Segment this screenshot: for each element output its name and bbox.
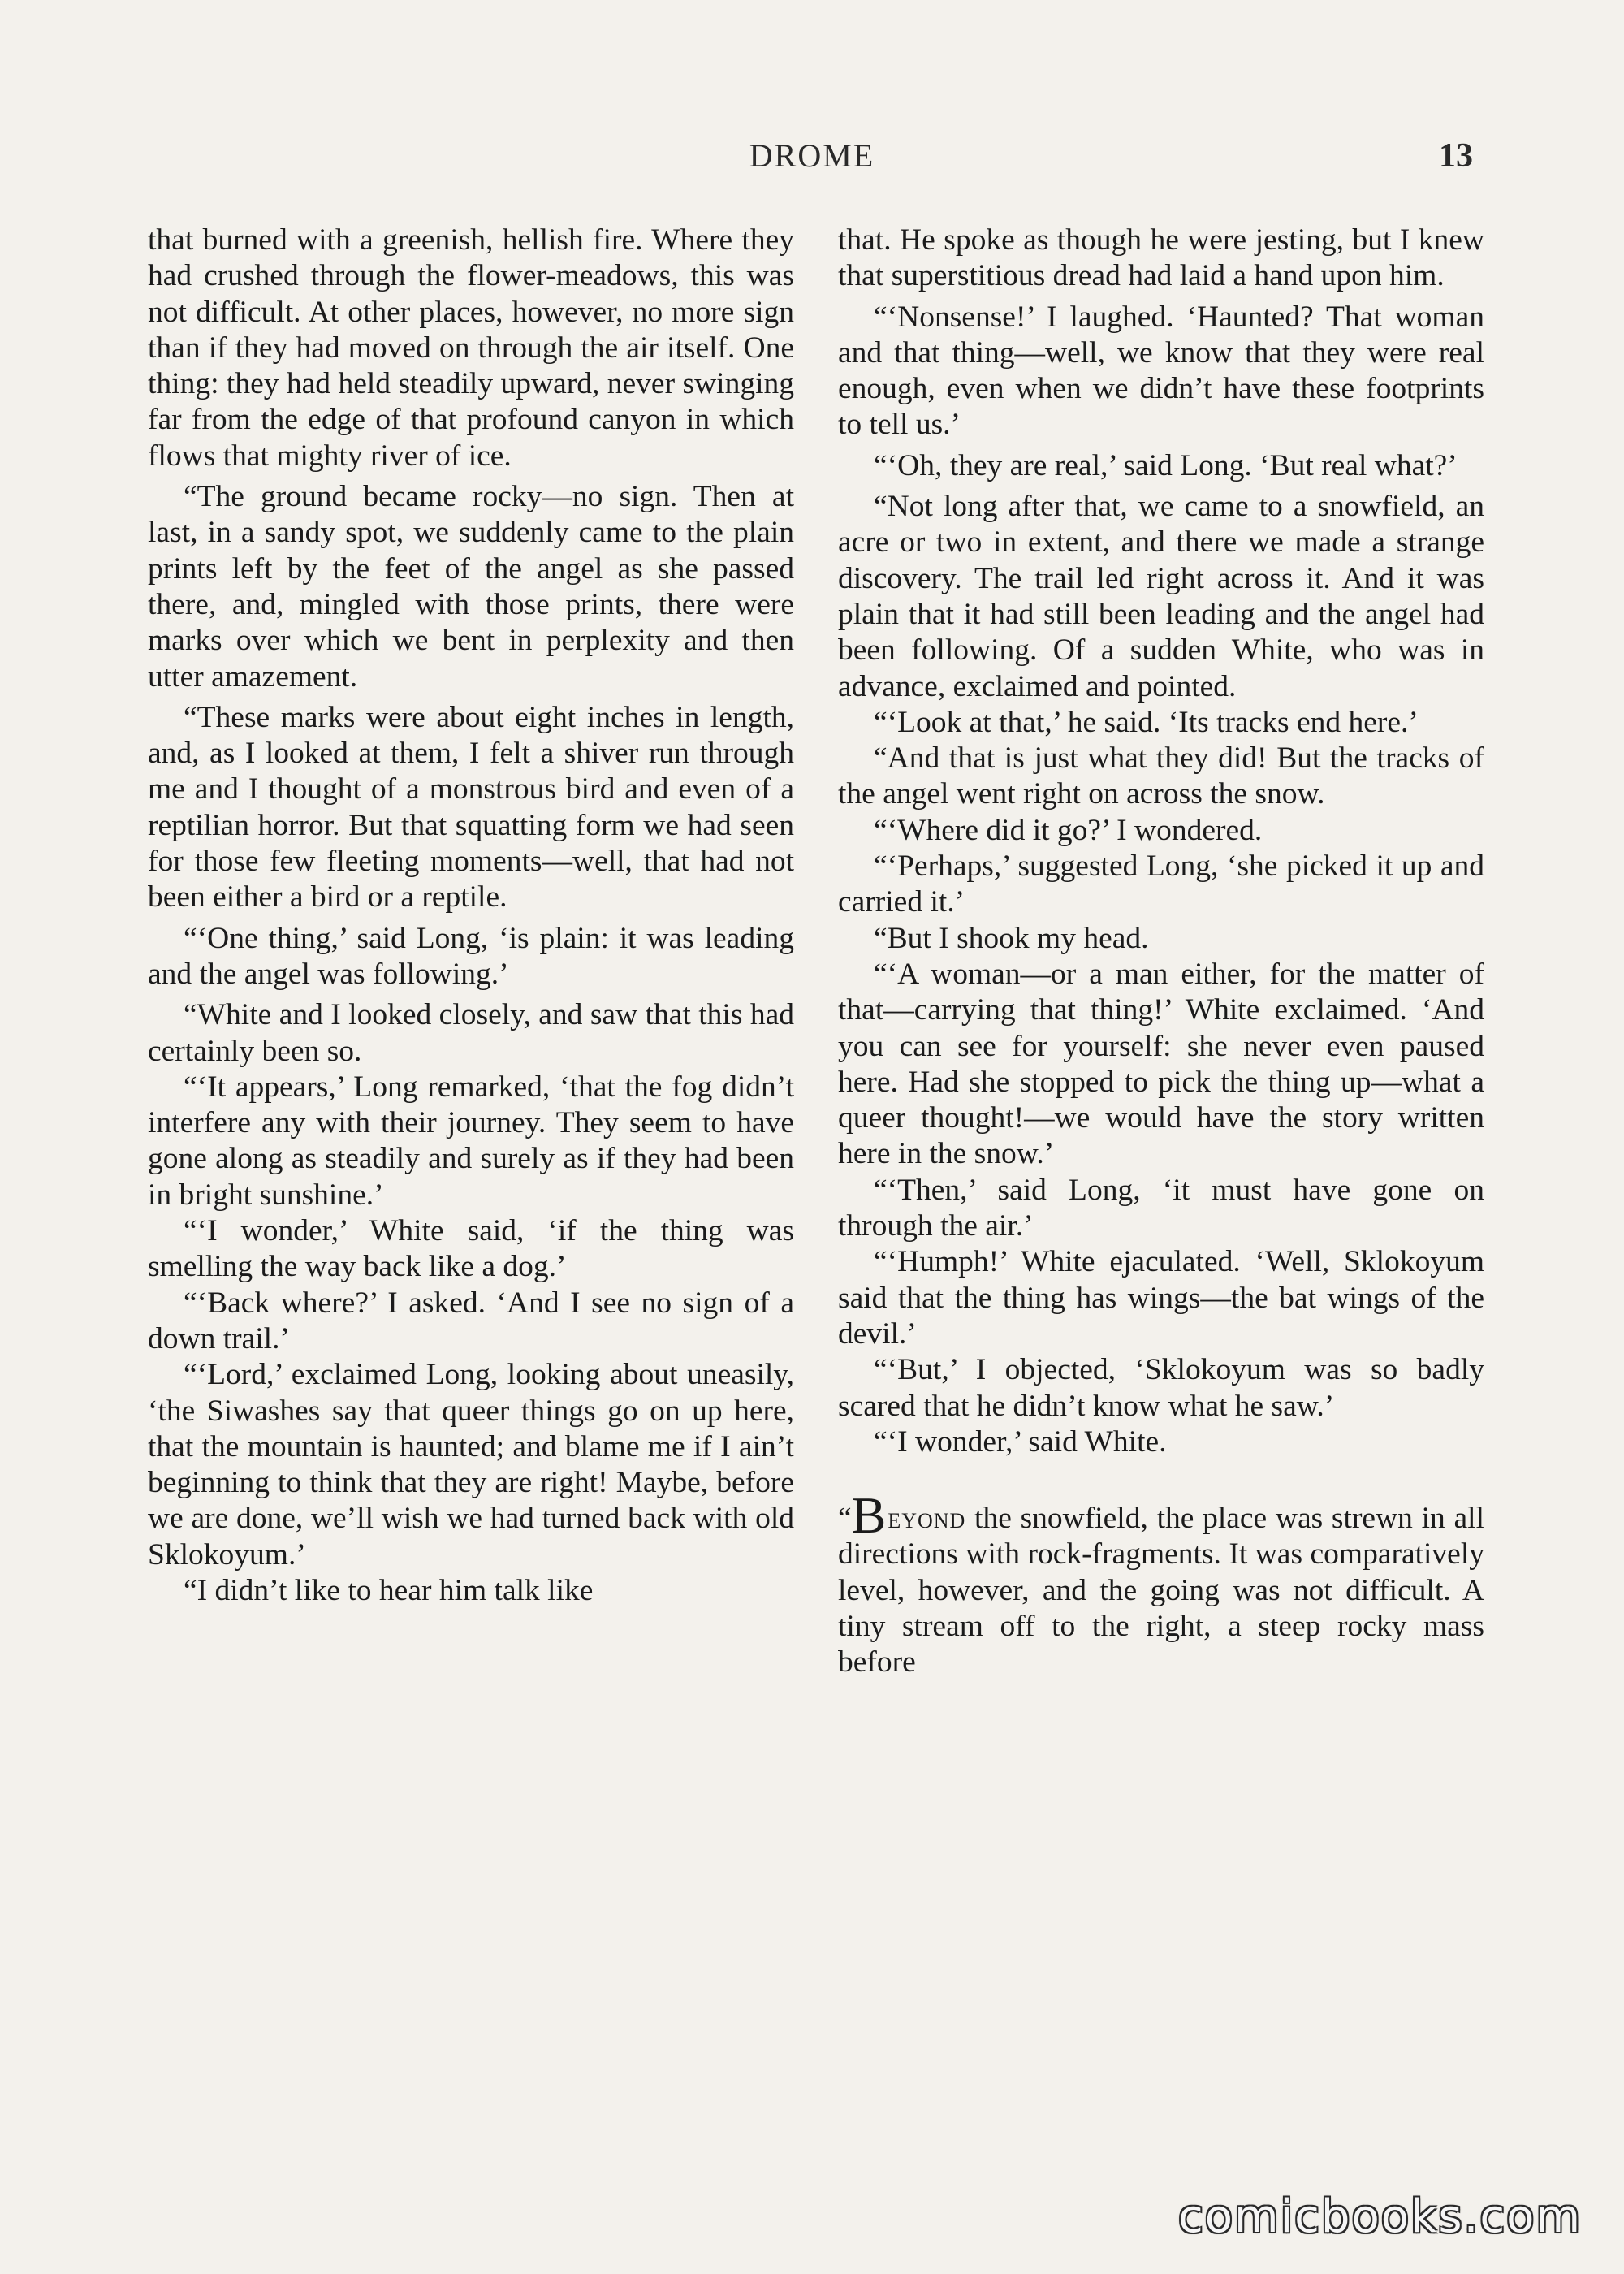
paragraph: “‘Perhaps,’ suggested Long, ‘she picked it up and carried it.’ bbox=[838, 850, 1484, 919]
paragraph: “‘But,’ I objected, ‘Sklokoyum was so badly scared that he didn’t know what he saw.’ bbox=[838, 1353, 1484, 1423]
left-column bbox=[148, 223, 794, 2123]
watermark: comicbooks.com bbox=[1177, 2190, 1582, 2243]
running-head bbox=[146, 136, 1478, 177]
paragraph: “These marks were about eight inches in length, and, as I looked at them, I felt a shiver run through me and I thought of a monstrous bird and even of a reptilian horror. But that squatting form we had seen for those few fleeting moments—well, that had not been either a bird or a reptile. bbox=[148, 700, 794, 914]
paragraph: that burned with a greenish, hellish fire. Where they had crushed through the flower-meadows, this was not difficult. At other places, however, no more sign than if they had moved on through the air itself. One thing: they had held steadily upward, never swinging far from the edge of that profound canyon in which flows that mighty river of ice. bbox=[148, 223, 794, 473]
section-text: the snowfield, the place was strewn in all directions with rock-fragments. It was comparatively level, however, and the going was not difficult. A tiny stream off to the right, a steep rocky mass before bbox=[838, 1502, 1484, 1680]
paragraph: “‘Look at that,’ he said. ‘Its tracks end here.’ bbox=[874, 705, 1419, 739]
paragraph: “‘Lord,’ exclaimed Long, looking about uneasily, ‘the Siwashes say that queer things go on up here, that the mountain is haunted; and blame me if I ain’t beginning to think that they are right! Maybe, before we are done, we’ll wish we had turned back with old Sklokoyum.’ bbox=[148, 1358, 794, 1571]
open-quote: “ bbox=[838, 1502, 852, 1536]
paragraph: “‘Where did it go?’ I wondered. bbox=[874, 813, 1263, 847]
paragraph: “‘Oh, they are real,’ said Long. ‘But real what?’ bbox=[874, 448, 1458, 482]
paragraph: “‘One thing,’ said Long, ‘is plain: it was leading and the angel was following.’ bbox=[148, 921, 794, 991]
paragraph: “‘Nonsense!’ I laughed. ‘Haunted? That woman and that thing—well, we know that they were real enough, even when we didn’t have these footprints to tell us.’ bbox=[838, 300, 1484, 442]
paragraph: “White and I looked closely, and saw that this had certainly been so. bbox=[148, 998, 794, 1068]
right-column bbox=[838, 223, 1484, 2123]
paragraph: “Not long after that, we came to a snowfield, an acre or two in extent, and there we made a strange discovery. The trail led right across it. And it was plain that it had still been leading and the angel had been following. Of a sudden White, who was in advance, exclaimed and pointed. bbox=[838, 490, 1484, 703]
paragraph: “The ground became rocky—no sign. Then at last, in a sandy spot, we suddenly came to the plain prints left by the feet of the angel as she passed there, and, mingled with those prints, there were marks over which we bent in perplexity and then utter amazement. bbox=[148, 480, 794, 694]
paragraph: “‘Back where?’ I asked. ‘And I see no sign of a down trail.’ bbox=[148, 1286, 794, 1355]
running-title: DROME bbox=[749, 137, 875, 174]
paragraph: “But I shook my head. bbox=[874, 921, 1149, 955]
paragraph: “‘Then,’ said Long, ‘it must have gone on through the air.’ bbox=[838, 1173, 1484, 1243]
paragraph: “‘I wonder,’ said White. bbox=[874, 1424, 1167, 1459]
paragraph: that. He spoke as though he were jesting, but I knew that superstitious dread had laid a hand upon him. bbox=[838, 223, 1484, 293]
paragraph: “‘A woman—or a man either, for the matter of that—carrying that thing!’ White exclaimed. ‘And you can see for yourself: she never even paused here. Had she stopped to pick the thing up—what a queer thought!—we would have the story written here in the snow.’ bbox=[838, 957, 1484, 1171]
small-caps-lead: eyond bbox=[888, 1502, 966, 1536]
paragraph: “‘It appears,’ Long remarked, ‘that the fog didn’t interfere any with their journey. They seem to have gone along as steadily and surely as if they had been in bright sunshine.’ bbox=[148, 1070, 794, 1212]
paragraph: “I didn’t like to hear him talk like bbox=[184, 1573, 594, 1607]
drop-cap: B bbox=[851, 1486, 887, 1545]
page-number: 13 bbox=[1439, 137, 1473, 175]
section-opening-paragraph bbox=[838, 1486, 1484, 1680]
paragraph: “And that is just what they did! But the tracks of the angel went right on across the snow. bbox=[838, 741, 1484, 811]
paragraph: “‘Humph!’ White ejaculated. ‘Well, Sklokoyum said that the thing has wings—the bat wings of the devil.’ bbox=[838, 1245, 1484, 1351]
paragraph: “‘I wonder,’ White said, ‘if the thing was smelling the way back like a dog.’ bbox=[148, 1214, 794, 1284]
